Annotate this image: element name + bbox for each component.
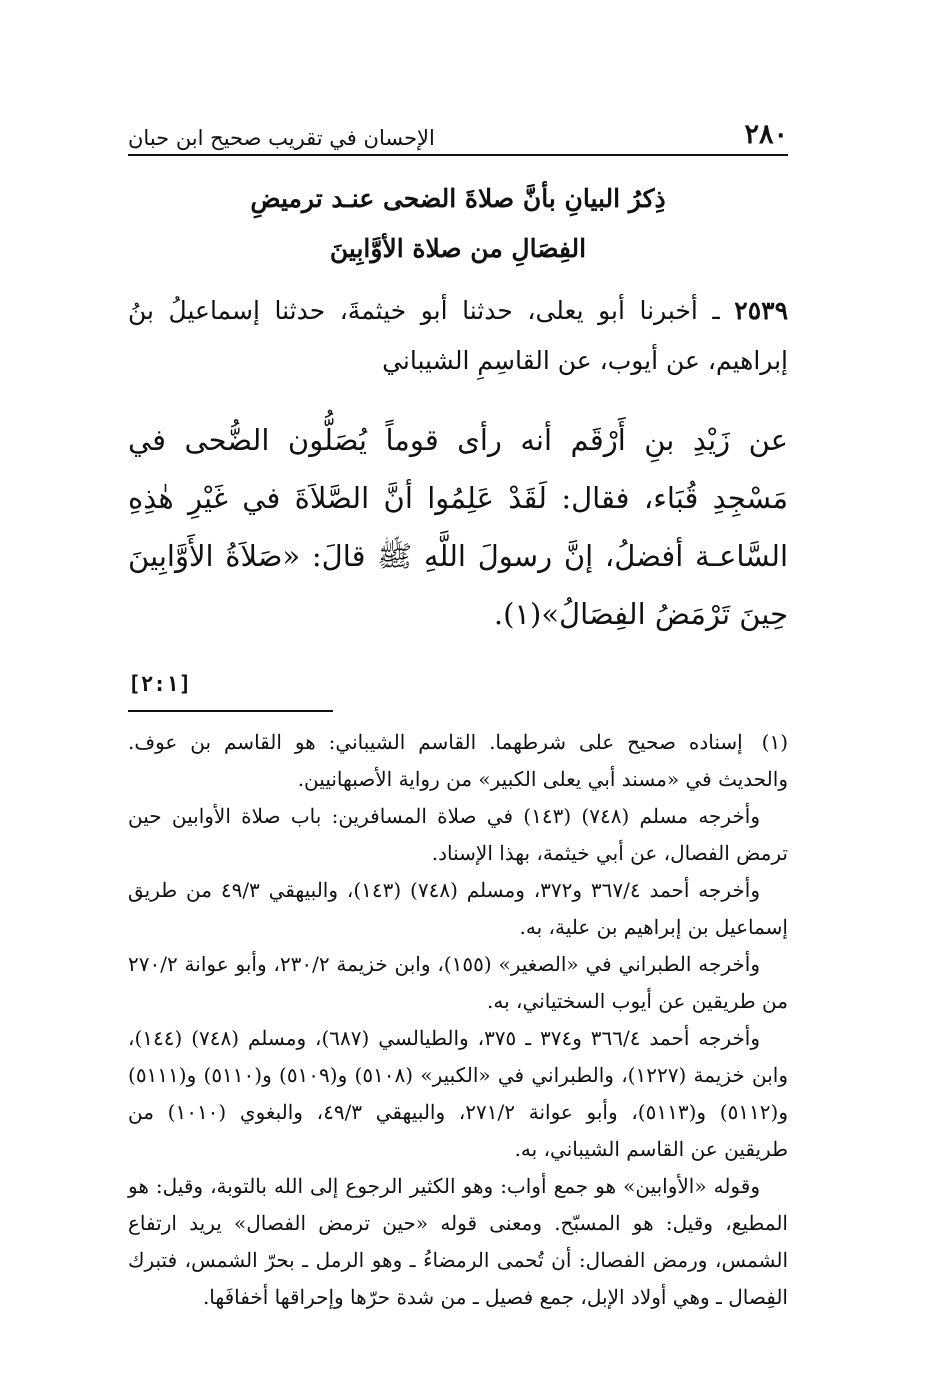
chapter-title (128, 174, 788, 274)
hadith-number: ٢٥٣٩ (734, 296, 788, 325)
book-title: الإحسان في تقريب صحيح ابن حبان (128, 126, 435, 150)
footnote-paragraph: وأخرجه مسلم (٧٤٨) (١٤٣) في صلاة المسافرين: باب صلاة الأوابين حين ترمض الفصال، عن أبي خيثمة، بهذا الإسناد. (128, 804, 788, 865)
hadith-matn: عن زَيْدِ بنِ أَرْقَم أنه رأى قوماً يُصَلُّون الضُّحى في مَسْجِدِ قُبَاء، فقال: لَقَدْ عَلِمُوا أنَّ الصَّلاَةَ في غَيْرِ هٰذِهِ السَّاعـة أفضلُ، إنَّ رسولَ اللَّهِ ﷺ قالَ: «صَلاَةُ الأَوَّابِينَ حِينَ تَرْمَضُ الفِصَالُ»(١). (128, 423, 788, 631)
footnote-paragraph: وأخرجه الطبراني في «الصغير» (١٥٥)، وابن خزيمة ٢٣٠/٢، وأبو عوانة ٢٧٠/٢ من طريقين عن أيوب السختياني، به. (128, 952, 788, 1013)
hadith-isnad-paragraph (128, 286, 788, 386)
hadith-isnad: ـ أخبرنا أبو يعلى، حدثنا أبو خيثمةَ، حدثنا إسماعيلُ بنُ إبراهيم، عن أيوب، عن القاسِمِ الشيباني (128, 296, 788, 375)
footnote-paragraph (128, 724, 788, 798)
footnote-paragraph: وأخرجه أحمد ٣٦٧/٤ و٣٧٢، ومسلم (٧٤٨) (١٤٣)، والبيهقي ٤٩/٣ من طريق إسماعيل بن إبراهيم بن علية، به. (128, 878, 788, 939)
footnote-paragraph: وقوله «الأوابين» هو جمع أواب: وهو الكثير الرجوع إلى الله بالتوبة، وقيل: هو المطيع، وقيل: هو المسبّح. ومعنى قوله «حين ترمض الفصال» يريد ارتفاع الشمس، ورمض الفصال: أن تُحمى الرمضاءُ ـ وهو الرمل ـ بحرّ الشمس، فتبرك الفِصال ـ وهي أولاد الإبل، جمع فصيل ـ من شدة حرّها وإحراقها أخفافَها. (128, 1174, 788, 1309)
reference-row (128, 672, 788, 696)
running-head (128, 100, 788, 156)
footnote-marker: (١) (761, 730, 788, 754)
reference-tag: [٢:١] (128, 672, 192, 696)
document-page (128, 100, 788, 1316)
chapter-title-line-2: الفِصَالِ من صلاة الأوَّابِينَ (329, 234, 587, 263)
page-number: ٢٨٠ (744, 119, 788, 150)
chapter-title-line-1: ذِكرُ البيانِ بأنَّ صلاةَ الضحى عنـد ترميضِ (250, 184, 666, 213)
footnote-paragraph: وأخرجه أحمد ٣٦٦/٤ و٣٧٤ ـ ٣٧٥، والطيالسي (٦٨٧)، ومسلم (٧٤٨) (١٤٤)، وابن خزيمة (١٢٢٧)، والطبراني في «الكبير» (٥١٠٨) و(٥١٠٩) و(٥١١٠) و(٥١١١) و(٥١١٢) و(٥١١٣)، وأبو عوانة ٢٧١/٢، والبيهقي ٤٩/٣، والبغوي (١٠١٠) من طريقين عن القاسم الشيباني، به. (128, 1026, 789, 1161)
footnotes (128, 724, 788, 1316)
footnote-divider (128, 710, 333, 712)
footnote-text: إسناده صحيح على شرطهما. القاسم الشيباني: هو القاسم بن عوف. والحديث في «مسند أبي يعلى الكبير» من رواية الأصبهانيين. (128, 730, 788, 791)
